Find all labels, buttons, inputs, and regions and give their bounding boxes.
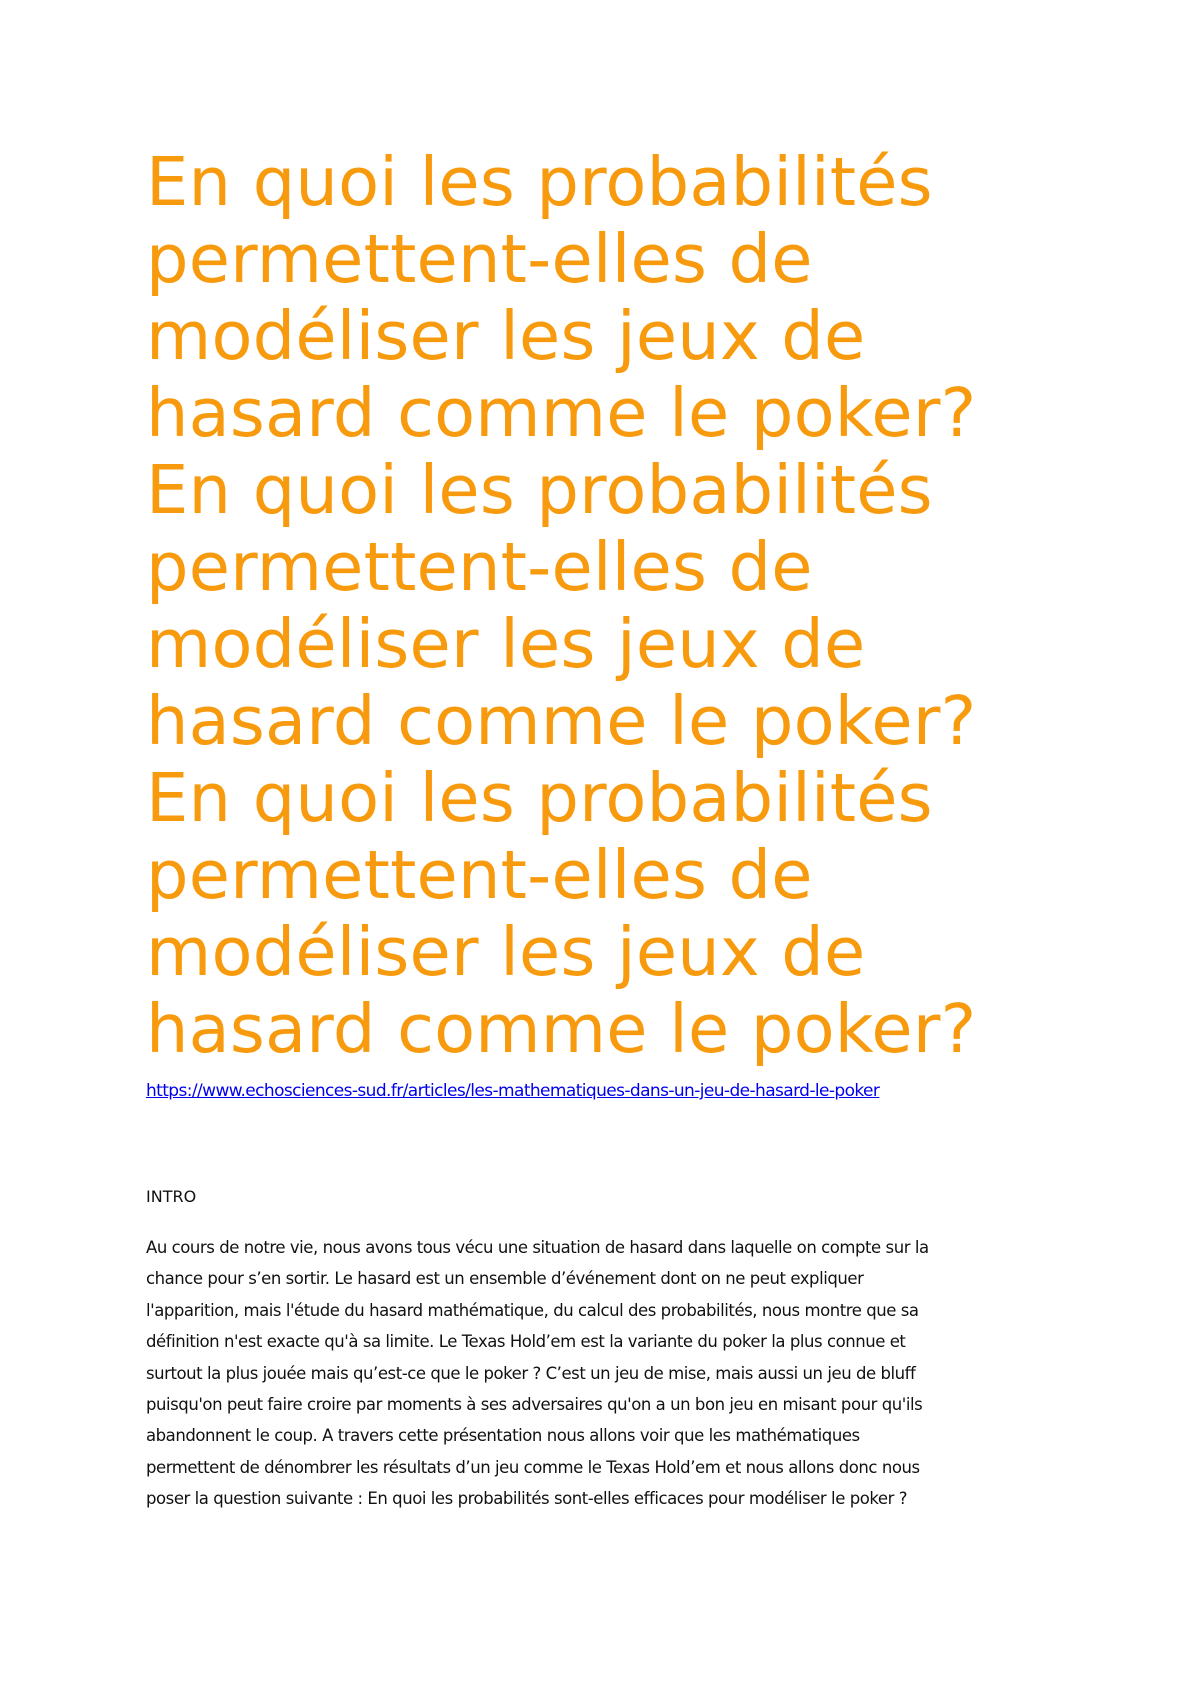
paragraph-line: surtout la plus jouée mais qu’est-ce que le poker ? C’est un jeu de mise, mais aussi un jeu de bluff [146,1363,916,1383]
title-line: permettent-elles de [146,836,813,914]
title-line: modéliser les jeux de [146,297,866,375]
section-heading-intro: INTRO [146,1187,197,1206]
title-line: En quoi les probabilités [146,143,933,221]
paragraph-line: Au cours de notre vie, nous avons tous vécu une situation de hasard dans laquelle on compte sur la [146,1238,929,1257]
title-line: permettent-elles de [146,528,813,606]
title-line: hasard comme le poker? [146,374,977,452]
source-link[interactable]: https://www.echosciences-sud.fr/articles/les-mathematiques-dans-un-jeu-de-hasard-le-poker [146,1081,880,1101]
paragraph-line: permettent de dénombrer les résultats d’un jeu comme le Texas Hold’em et nous allons donc nous [146,1457,920,1477]
title-line: permettent-elles de [146,220,813,298]
title-line: En quoi les probabilités [146,759,933,837]
title-line: hasard comme le poker? [146,990,977,1068]
paragraph-line: chance pour s’en sortir. Le hasard est un ensemble d’événement dont on ne peut expliquer [146,1269,864,1289]
title-line: modéliser les jeux de [146,605,866,683]
paragraph-line: puisqu'on peut faire croire par moments à ses adversaires qu'on a un bon jeu en misant pour qu'ils [146,1394,923,1414]
title-line: hasard comme le poker? [146,682,977,760]
intro-paragraph [146,1232,1066,1515]
paragraph-line: abandonnent le coup. A travers cette présentation nous allons voir que les mathématiques [146,1426,860,1446]
title-line: En quoi les probabilités [146,451,933,529]
paragraph-line: définition n'est exacte qu'à sa limite. Le Texas Hold’em est la variante du poker la plus connue et [146,1332,906,1352]
title-line: modéliser les jeux de [146,913,866,991]
paragraph-line: poser la question suivante : En quoi les probabilités sont-elles efficaces pour modéliser le poker ? [146,1489,908,1509]
document-title [146,144,1106,1068]
paragraph-line: l'apparition, mais l'étude du hasard mathématique, du calcul des probabilités, nous montre que sa [146,1300,919,1320]
